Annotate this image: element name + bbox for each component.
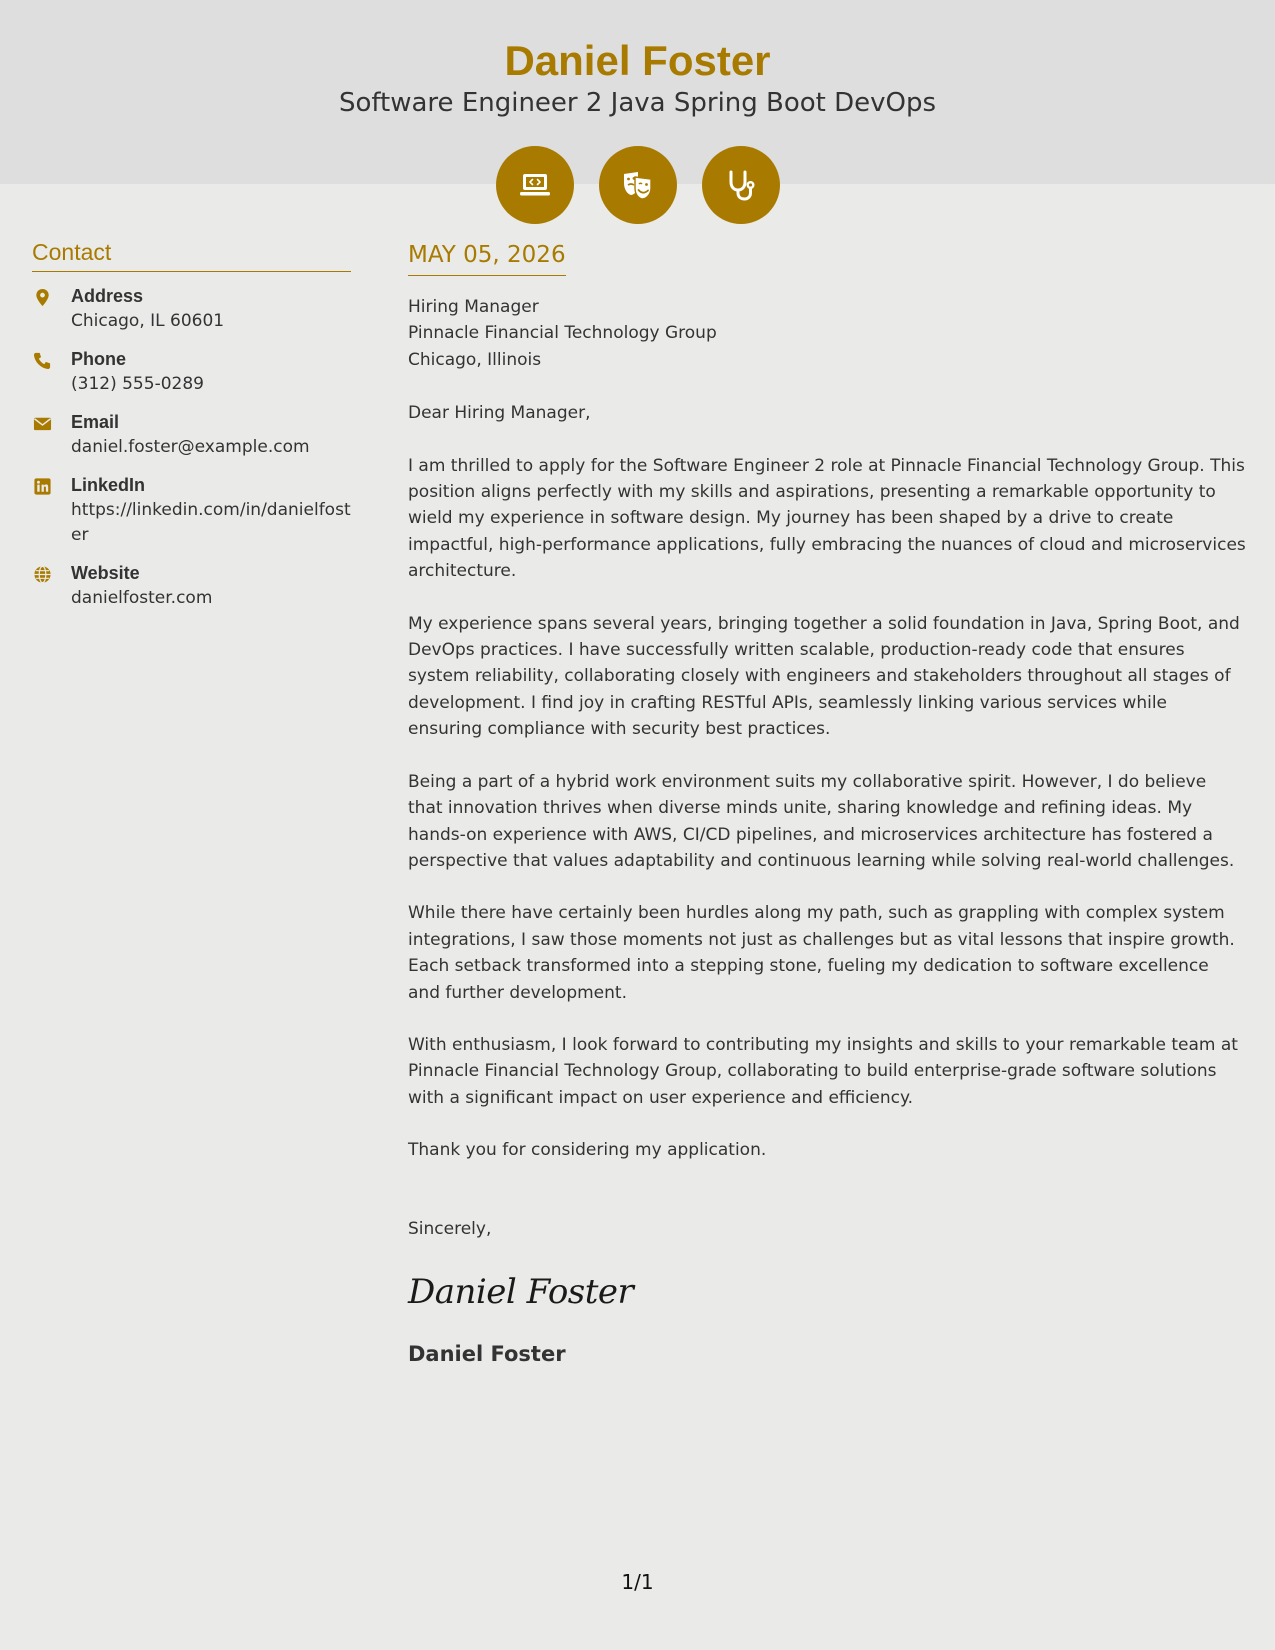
contact-label: Email (71, 412, 120, 432)
contact-label: Address (71, 286, 144, 306)
contact-website (32, 561, 351, 611)
contact-label: LinkedIn (71, 475, 146, 495)
website-value[interactable]: danielfoster.com (71, 588, 213, 608)
email-value[interactable]: daniel.foster@example.com (71, 437, 310, 457)
address-value: Chicago, IL 60601 (71, 311, 225, 331)
applicant-name: Daniel Foster (504, 37, 771, 84)
phone-icon (32, 350, 52, 370)
letter-body (408, 238, 1246, 1368)
stethoscope-icon (702, 146, 780, 224)
recipient-line: Chicago, Illinois (408, 349, 542, 370)
contact-list (32, 284, 351, 611)
map-pin-icon (32, 287, 52, 307)
contact-linkedin (32, 473, 351, 548)
contact-address (32, 284, 351, 334)
globe-icon (32, 564, 52, 584)
theater-masks-icon (599, 146, 677, 224)
job-title: Software Engineer 2 Java Spring Boot DevOps (338, 88, 937, 118)
body-paragraph: My experience spans several years, bringing together a solid foundation in Java, Spring Boot, and DevOps practices. I have successfully written scalable, production-ready code that ensures system reliability, collaborating closely with engineers and stakeholders throughout all stages of development. I find joy in crafting RESTful APIs, seamlessly linking various services while ensuring compliance with security best practices. (408, 613, 1240, 740)
body-paragraph: Being a part of a hybrid work environment suits my collaborative spirit. However, I do believe that innovation thrives when diverse minds unite, sharing knowledge and refining ideas. My hands-on experience with AWS, CI/CD pipelines, and microservices architecture has fostered a perspective that values adaptability and continuous learning while solving real-world challenges. (408, 771, 1235, 871)
header-icon-row (496, 146, 780, 224)
closing-thanks: Thank you for considering my application. (408, 1140, 767, 1161)
body-paragraph: I am thrilled to apply for the Software Engineer 2 role at Pinnacle Financial Technology Group. This position aligns perfectly with my skills and aspirations, presenting a remarkable opportunity to wield my experience in software design. My journey has been shaped by a drive to create impactful, high-performance applications, fully embracing the nuances of cloud and microservices architecture. (408, 455, 1246, 582)
letter-date: MAY 05, 2026 (408, 238, 566, 276)
recipient-line: Pinnacle Financial Technology Group (408, 323, 717, 344)
recipient-block (408, 294, 1246, 373)
contact-heading: Contact (32, 236, 351, 272)
page-number: 1/1 (621, 1570, 654, 1594)
contact-sidebar (32, 236, 351, 624)
signoff: Sincerely, (408, 1218, 492, 1239)
body-paragraph: While there have certainly been hurdles along my path, such as grappling with complex system integrations, I saw those moments not just as challenges but as vital lessons that inspire growth. Each setback transformed into a stepping stone, fueling my dedication to software excellence and further development. (408, 903, 1235, 1003)
recipient-line: Hiring Manager (408, 297, 539, 317)
contact-label: Phone (71, 349, 127, 369)
salutation: Dear Hiring Manager, (408, 403, 591, 424)
signed-name: Daniel Foster (408, 1341, 566, 1366)
linkedin-icon (32, 476, 52, 496)
contact-label: Website (71, 563, 140, 583)
handwritten-signature: Daniel Foster (408, 1271, 634, 1312)
contact-phone (32, 347, 351, 397)
contact-email (32, 410, 351, 460)
laptop-code-icon (496, 146, 574, 224)
phone-value: (312) 555-0289 (71, 374, 204, 394)
body-paragraph: With enthusiasm, I look forward to contributing my insights and skills to your remarkable team at Pinnacle Financial Technology Group, collaborating to build enterprise-grade software solutions with a significant impact on user experience and efficiency. (408, 1034, 1238, 1108)
linkedin-value[interactable]: https://linkedin.com/in/danielfoster (71, 500, 351, 545)
envelope-icon (32, 413, 52, 433)
